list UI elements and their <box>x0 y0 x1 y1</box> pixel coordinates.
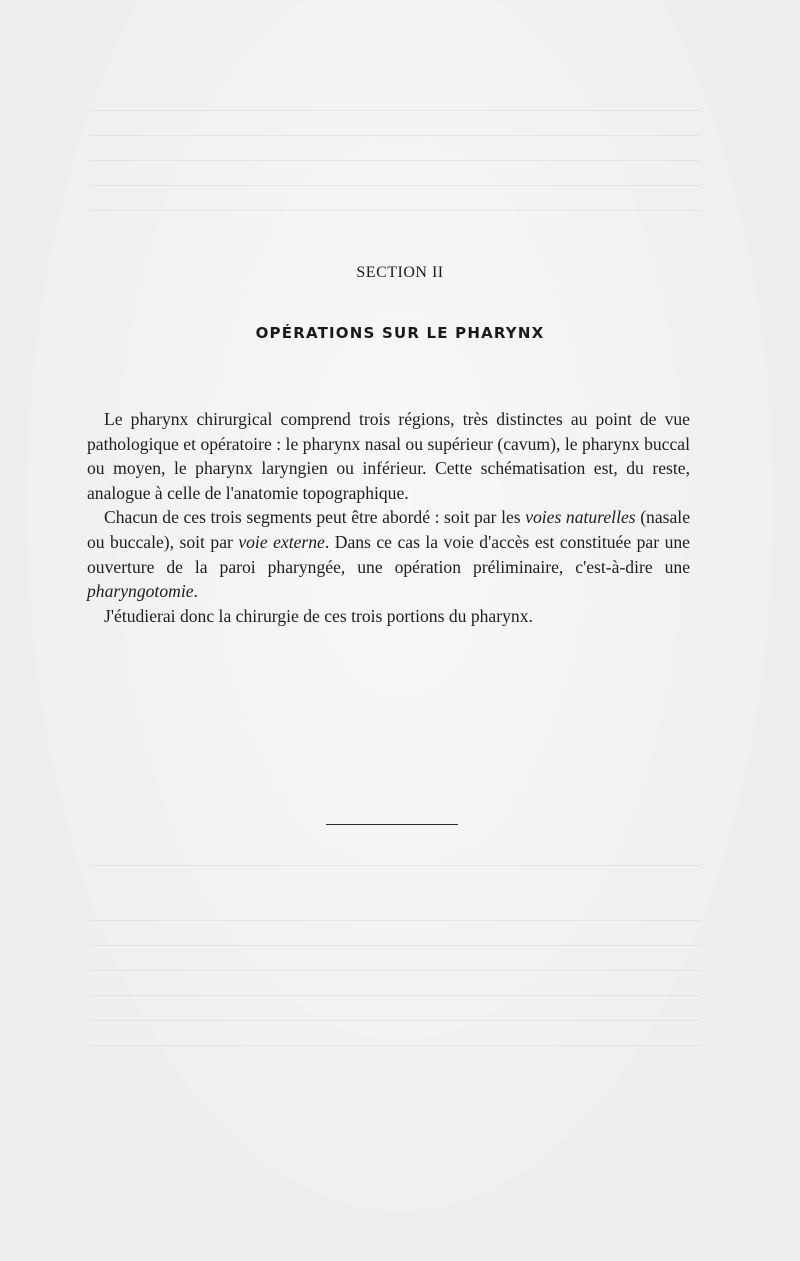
bleed-through-line <box>90 110 700 111</box>
paragraph-1: Le pharynx chirurgical comprend trois régions, très distinctes au point de vue pathologique et opératoire : le pharynx nasal ou supérieur (cavum), le pharynx buccal ou moyen, le pharynx laryngien ou inférieur. Cette schématisation est, du reste, analogue à celle de l'anatomie topographique. <box>87 409 690 503</box>
footnote-divider <box>326 824 458 825</box>
paragraph-2-text: Chacun de ces trois segments peut être abordé : soit par les <box>104 507 526 528</box>
bleed-through-line <box>90 135 700 136</box>
bleed-through-line <box>90 1020 700 1021</box>
bleed-through-line <box>90 210 700 211</box>
paragraph-2-text: . <box>193 581 198 602</box>
bleed-through-line <box>90 920 700 921</box>
bleed-through-line <box>90 1045 700 1046</box>
paragraph-2-italic: voie externe <box>238 531 325 552</box>
paragraph-2-text: . Dans ce cas la voie d'accès est constituée par une ouverture de la paroi pharyngée, une opération préliminaire, c'est-à-dire une <box>87 531 690 577</box>
section-label: SECTION II <box>356 264 444 281</box>
bleed-through-line <box>90 995 700 996</box>
bleed-through-line <box>90 945 700 946</box>
body-text <box>87 407 690 628</box>
paragraph-2 <box>87 505 690 603</box>
paragraph-2-italic: voies naturelles <box>525 507 636 528</box>
bleed-through-line <box>90 970 700 971</box>
paragraph-3: J'étudierai donc la chirurgie de ces trois portions du pharynx. <box>104 605 533 626</box>
paragraph-2-italic: pharyngotomie <box>87 581 194 602</box>
bleed-through-line <box>90 185 700 186</box>
bleed-through-line <box>90 865 700 866</box>
bleed-through-line <box>90 160 700 161</box>
section-title: OPÉRATIONS SUR LE PHARYNX <box>255 324 545 342</box>
paragraph-2-text: (nasale ou buccale), soit par <box>87 507 691 552</box>
